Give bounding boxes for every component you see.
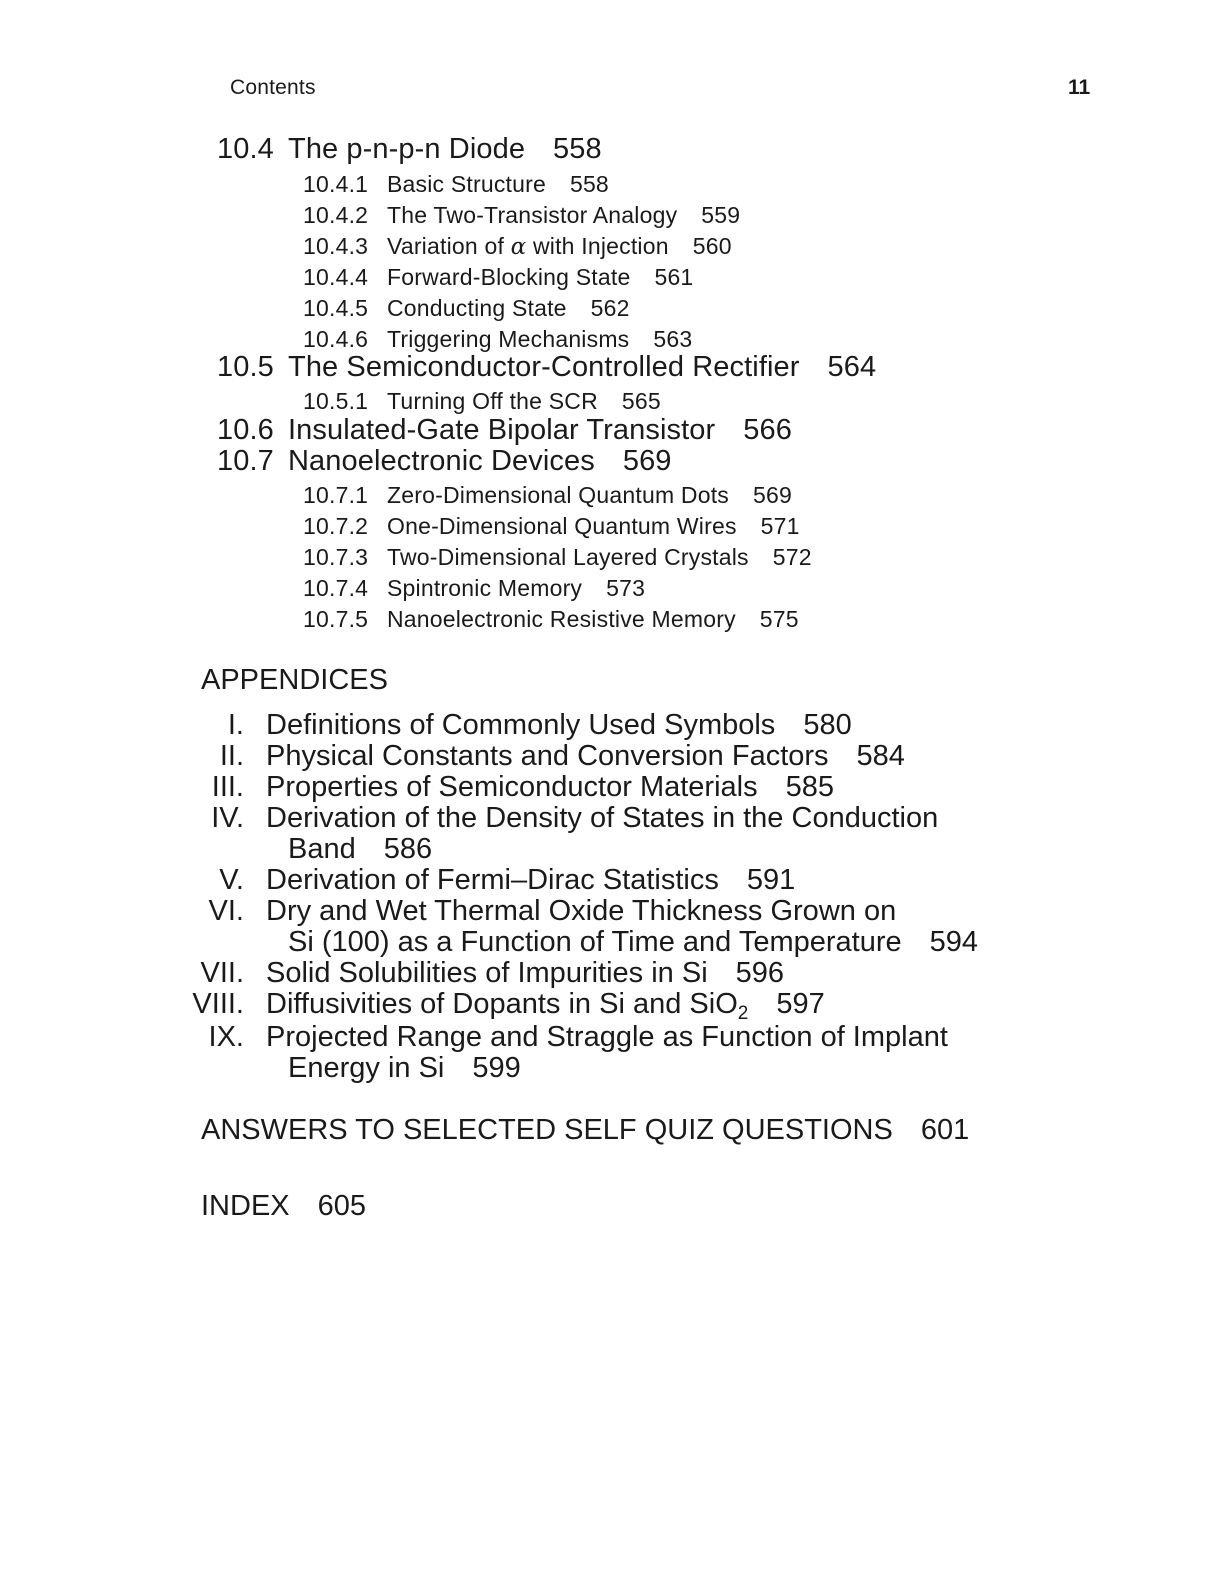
toc-section-10-4[interactable] <box>217 133 602 166</box>
appendix-title: Derivation of Fermi–Dirac Statistics <box>266 864 719 896</box>
toc-section-10-6[interactable] <box>217 414 792 447</box>
toc-appendix-ii[interactable] <box>160 740 905 773</box>
toc-subsection-10-4-4[interactable] <box>303 264 693 291</box>
appendix-title: Definitions of Commonly Used Symbols <box>266 709 776 741</box>
appendix-numeral: IX. <box>208 1021 244 1053</box>
alpha-symbol: α <box>510 234 527 260</box>
section-title: Insulated-Gate Bipolar Transistor <box>288 414 716 446</box>
subsection-number: 10.7.1 <box>303 482 369 508</box>
section-number: 10.4 <box>217 133 274 165</box>
subsection-title-post: with Injection <box>526 233 669 259</box>
section-number: 10.6 <box>217 414 274 446</box>
subsection-title: The Two-Transistor Analogy <box>387 202 678 228</box>
toc-appendix-iv[interactable] <box>160 802 938 835</box>
toc-section-10-7[interactable] <box>217 445 672 478</box>
appendix-numeral: VII. <box>200 957 244 989</box>
appendix-numeral: IV. <box>211 802 244 834</box>
subsection-page: 563 <box>653 326 693 352</box>
toc-appendix-v[interactable] <box>160 864 795 897</box>
subsection-page: 571 <box>760 513 800 539</box>
subsection-title: Spintronic Memory <box>387 575 583 601</box>
subsection-page: 562 <box>590 295 630 321</box>
toc-appendix-vi[interactable] <box>160 895 896 928</box>
subsection-number: 10.4.6 <box>303 326 369 352</box>
toc-subsection-10-7-1[interactable] <box>303 482 792 509</box>
appendix-title: Derivation of the Density of States in the Conduction <box>266 802 939 834</box>
subsection-page: 569 <box>752 482 792 508</box>
section-page: 564 <box>827 351 877 383</box>
subsection-page: 572 <box>772 544 812 570</box>
toc-subsection-10-4-2[interactable] <box>303 202 740 229</box>
appendix-title: Diffusivities of Dopants in Si and SiO <box>266 988 738 1020</box>
toc-appendix-ix-continued[interactable] <box>288 1052 521 1085</box>
subsection-page: 573 <box>606 575 646 601</box>
section-number: 10.7 <box>217 445 274 477</box>
subsection-title: Turning Off the SCR <box>387 388 598 414</box>
appendix-numeral: V. <box>219 864 244 896</box>
subsection-number: 10.4.2 <box>303 202 369 228</box>
subsection-number: 10.7.4 <box>303 575 369 601</box>
answers-title: ANSWERS TO SELECTED SELF QUIZ QUESTIONS <box>201 1114 893 1146</box>
subsection-number: 10.4.5 <box>303 295 369 321</box>
index-page: 605 <box>317 1190 367 1222</box>
appendix-title: Dry and Wet Thermal Oxide Thickness Grown on <box>266 895 897 927</box>
subsection-number: 10.4.4 <box>303 264 369 290</box>
subsection-title-pre: Variation of <box>387 233 511 259</box>
subsection-title: Triggering Mechanisms <box>387 326 630 352</box>
toc-appendix-vi-continued[interactable] <box>288 926 978 959</box>
toc-appendix-iv-continued[interactable] <box>288 833 432 866</box>
appendix-page: 596 <box>735 957 785 989</box>
toc-subsection-10-7-3[interactable] <box>303 544 812 571</box>
toc-subsection-10-7-2[interactable] <box>303 513 800 540</box>
appendix-numeral: II. <box>219 740 244 772</box>
page-number: 11 <box>1068 76 1091 99</box>
appendix-numeral: VIII. <box>192 988 244 1020</box>
subsection-number: 10.7.3 <box>303 544 369 570</box>
appendix-title: Solid Solubilities of Impurities in Si <box>266 957 708 989</box>
subscript-2: 2 <box>737 1003 749 1024</box>
section-title: The p-n-p-n Diode <box>288 133 526 165</box>
index-title: INDEX <box>201 1190 290 1222</box>
appendix-numeral: III. <box>211 771 244 803</box>
appendix-page: 580 <box>803 709 852 741</box>
appendix-page: 594 <box>929 926 979 958</box>
subsection-title: Two-Dimensional Layered Crystals <box>387 544 749 570</box>
subsection-number: 10.7.2 <box>303 513 369 539</box>
subsection-page: 561 <box>654 264 694 290</box>
toc-section-10-5[interactable] <box>217 351 876 384</box>
subsection-title: Basic Structure <box>387 171 546 197</box>
subsection-title: Nanoelectronic Resistive Memory <box>387 606 736 632</box>
toc-appendix-i[interactable] <box>160 709 852 742</box>
subsection-number: 10.4.3 <box>303 233 369 259</box>
toc-subsection-10-5-1[interactable] <box>303 388 661 415</box>
section-page: 566 <box>743 414 792 446</box>
section-page: 558 <box>553 133 602 165</box>
section-title: The Semiconductor-Controlled Rectifier <box>288 351 800 383</box>
appendix-page: 599 <box>472 1052 521 1084</box>
appendix-page: 597 <box>776 988 825 1020</box>
subsection-title: Conducting State <box>387 295 567 321</box>
toc-subsection-10-4-5[interactable] <box>303 295 630 322</box>
toc-appendix-viii[interactable] <box>160 988 825 1024</box>
appendices-heading: APPENDICES <box>201 664 388 696</box>
appendix-title-continued: Energy in Si <box>288 1052 445 1084</box>
subsection-number: 10.7.5 <box>303 606 369 632</box>
section-number: 10.5 <box>217 351 274 383</box>
toc-subsection-10-7-5[interactable] <box>303 606 799 633</box>
toc-answers[interactable] <box>201 1114 969 1147</box>
appendix-page: 591 <box>746 864 796 896</box>
toc-subsection-10-4-6[interactable] <box>303 326 692 353</box>
toc-subsection-10-4-3[interactable] <box>303 233 732 260</box>
appendix-numeral: VI. <box>208 895 244 927</box>
appendix-title: Physical Constants and Conversion Factors <box>266 740 829 772</box>
appendix-page: 586 <box>383 833 433 865</box>
appendix-title-continued: Band <box>288 833 356 865</box>
subsection-page: 575 <box>759 606 799 632</box>
subsection-title: Zero-Dimensional Quantum Dots <box>387 482 729 508</box>
running-head: Contents <box>230 76 316 99</box>
subsection-page: 560 <box>692 233 732 259</box>
appendix-page: 585 <box>785 771 834 803</box>
subsection-page: 558 <box>569 171 609 197</box>
section-title: Nanoelectronic Devices <box>288 445 595 477</box>
toc-index[interactable] <box>201 1190 366 1223</box>
toc-appendix-ix[interactable] <box>160 1021 948 1054</box>
appendix-title-continued: Si (100) as a Function of Time and Temperature <box>288 926 902 958</box>
appendix-title: Projected Range and Straggle as Function of Implant <box>266 1021 948 1053</box>
subsection-title: One-Dimensional Quantum Wires <box>387 513 737 539</box>
toc-subsection-10-4-1[interactable] <box>303 171 609 198</box>
appendix-title: Properties of Semiconductor Materials <box>266 771 758 803</box>
appendix-page: 584 <box>856 740 905 772</box>
toc-subsection-10-7-4[interactable] <box>303 575 645 602</box>
subsection-page: 565 <box>621 388 661 414</box>
toc-appendix-vii[interactable] <box>160 957 784 990</box>
subsection-number: 10.4.1 <box>303 171 369 197</box>
section-page: 569 <box>622 445 672 477</box>
subsection-number: 10.5.1 <box>303 388 369 414</box>
subsection-title: Forward-Blocking State <box>387 264 631 290</box>
appendix-numeral: I. <box>227 709 244 741</box>
subsection-page: 559 <box>701 202 741 228</box>
toc-appendix-iii[interactable] <box>160 771 834 804</box>
answers-page: 601 <box>920 1114 970 1146</box>
